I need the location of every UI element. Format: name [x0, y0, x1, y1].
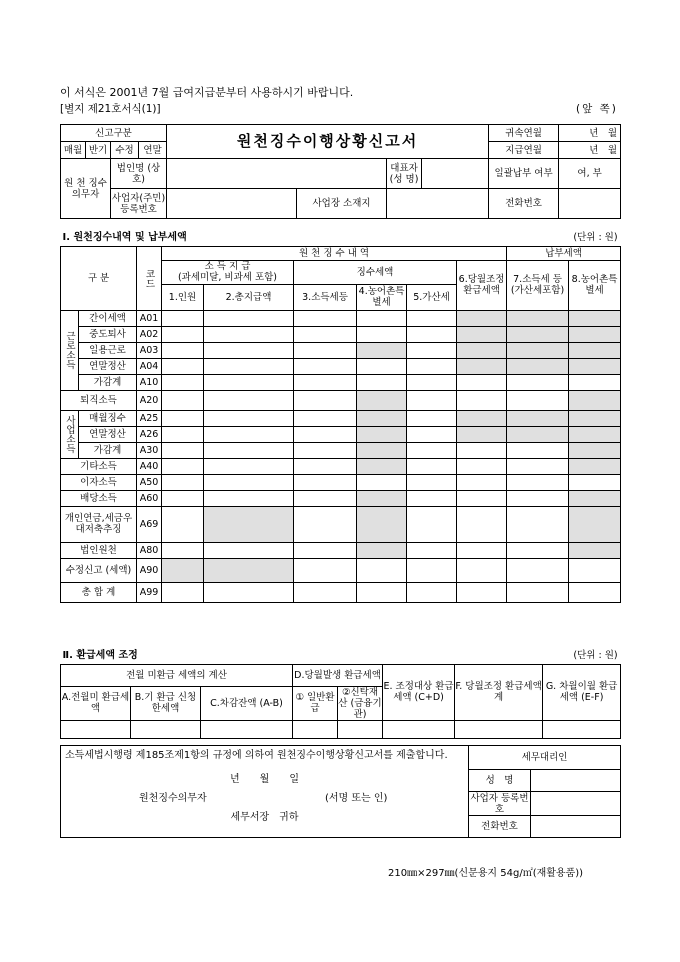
value-cell: [357, 342, 407, 358]
sec2-unit: (단위 : 원): [383, 648, 621, 664]
table-row: [61, 342, 621, 358]
row-label: 퇴직소득: [61, 390, 137, 410]
value-cell[interactable]: [507, 506, 569, 542]
value-cell[interactable]: [294, 410, 357, 426]
value-cell: [569, 410, 621, 426]
value-cell[interactable]: [569, 374, 621, 390]
row-code: A60: [137, 490, 162, 506]
table-row: [61, 474, 621, 490]
type-monthly[interactable]: 매월: [61, 142, 86, 159]
value-cell: [357, 410, 407, 426]
value-cell[interactable]: [204, 326, 294, 342]
value-cell[interactable]: [204, 490, 294, 506]
value-cell: [569, 358, 621, 374]
phone-label: 전화번호: [489, 189, 559, 219]
value-cell: [569, 310, 621, 326]
agent-name-label: 성 명: [469, 770, 531, 792]
value-cell[interactable]: [294, 358, 357, 374]
row-label: 중도퇴사: [79, 326, 137, 342]
f-field[interactable]: [455, 720, 543, 738]
col6-header: 6.당월조정환급세액: [457, 260, 507, 310]
value-cell: [507, 310, 569, 326]
signer-label: 원천징수의무자: [139, 793, 207, 804]
col2-header: 2.총지급액: [204, 284, 294, 310]
row-label: 수정신고 (세액): [61, 558, 137, 582]
value-cell[interactable]: [507, 542, 569, 558]
value-cell[interactable]: [204, 390, 294, 410]
row-code: A50: [137, 474, 162, 490]
value-cell[interactable]: [407, 426, 457, 442]
value-cell: [569, 458, 621, 474]
value-cell[interactable]: [407, 310, 457, 326]
value-cell[interactable]: [294, 506, 357, 542]
value-cell[interactable]: [162, 474, 204, 490]
value-cell: [457, 358, 507, 374]
value-cell[interactable]: [457, 490, 507, 506]
value-cell[interactable]: [204, 426, 294, 442]
withholder-label: 원 천 징수의무자: [61, 159, 111, 219]
row-code: A90: [137, 558, 162, 582]
corp-name-field[interactable]: [167, 159, 387, 189]
value-cell: [507, 342, 569, 358]
value-cell[interactable]: [162, 506, 204, 542]
category-header: 구 분: [61, 246, 137, 310]
value-cell[interactable]: [204, 358, 294, 374]
rep-name-field[interactable]: [422, 159, 489, 189]
sign-label: (서명 또는 인): [325, 793, 388, 804]
table-row: [61, 490, 621, 506]
value-cell[interactable]: [407, 326, 457, 342]
value-cell[interactable]: [407, 390, 457, 410]
row-label: 연말정산: [79, 426, 137, 442]
value-cell[interactable]: [204, 442, 294, 458]
signer-line: [65, 793, 464, 804]
g-header: G. 차월이월 환급세액 (E-F): [543, 664, 621, 720]
value-cell[interactable]: [407, 506, 457, 542]
value-cell: [569, 342, 621, 358]
value-cell: [507, 426, 569, 442]
table-row: [61, 390, 621, 410]
value-cell: [204, 506, 294, 542]
agent-phone-label: 전화번호: [469, 816, 531, 838]
d2-header: ②신탁재산 (금융기관): [338, 686, 382, 720]
row-code: A26: [137, 426, 162, 442]
value-cell[interactable]: [294, 474, 357, 490]
value-cell[interactable]: [457, 374, 507, 390]
value-cell[interactable]: [294, 442, 357, 458]
value-cell: [357, 426, 407, 442]
value-cell[interactable]: [457, 506, 507, 542]
page-side: (앞 쪽): [576, 103, 618, 115]
value-cell[interactable]: [162, 390, 204, 410]
value-cell[interactable]: [407, 442, 457, 458]
pay-ym-value[interactable]: 년 월: [559, 142, 621, 159]
col5-header: 5.가산세: [407, 284, 457, 310]
value-cell: [457, 326, 507, 342]
collected-tax-header: 징수세액: [294, 260, 457, 284]
table-row: [61, 542, 621, 558]
row-code: A10: [137, 374, 162, 390]
withholding-table: [60, 230, 621, 603]
value-cell[interactable]: [569, 582, 621, 602]
row-label: 개인연금,세금우대저축추징: [61, 506, 137, 542]
row-label: 법인원천: [61, 542, 137, 558]
value-cell[interactable]: [407, 582, 457, 602]
value-cell[interactable]: [357, 358, 407, 374]
col4-header: 4.농어촌특별세: [357, 284, 407, 310]
value-cell[interactable]: [204, 474, 294, 490]
table-row: [61, 442, 621, 458]
value-cell[interactable]: [507, 458, 569, 474]
row-label: 매월징수: [79, 410, 137, 426]
paper-spec: 210㎜×297㎜(신문용지 54g/㎡(재활용품)): [388, 868, 584, 879]
type-amend[interactable]: 수정: [111, 142, 139, 159]
value-cell[interactable]: [569, 474, 621, 490]
group-business-label: 사업소득: [61, 410, 79, 458]
declaration-table: [60, 745, 621, 838]
value-cell[interactable]: [507, 558, 569, 582]
value-cell[interactable]: [407, 374, 457, 390]
group-earned-label: 근로소득: [61, 310, 79, 390]
value-cell[interactable]: [457, 458, 507, 474]
value-cell[interactable]: [294, 326, 357, 342]
row-label: 이자소득: [61, 474, 137, 490]
table-row: [61, 358, 621, 374]
row-label: 가감계: [79, 442, 137, 458]
value-cell[interactable]: [162, 410, 204, 426]
d-header: D.당월발생 환급세액: [293, 664, 383, 686]
value-cell[interactable]: [162, 458, 204, 474]
value-cell[interactable]: [204, 542, 294, 558]
row-code: A80: [137, 542, 162, 558]
value-cell[interactable]: [357, 374, 407, 390]
value-cell[interactable]: [162, 358, 204, 374]
d1-field[interactable]: [293, 720, 338, 738]
row-code: A02: [137, 326, 162, 342]
value-cell[interactable]: [407, 358, 457, 374]
g-field[interactable]: [543, 720, 621, 738]
withholding-rows: [61, 310, 621, 602]
agent-name-field[interactable]: [531, 770, 621, 792]
value-cell[interactable]: [162, 374, 204, 390]
d1-header: ① 일반환급: [293, 686, 338, 720]
agent-bizno-label: 사업자 등록번호: [470, 792, 529, 815]
row-code: A40: [137, 458, 162, 474]
c-header: C.차감잔액 (A-B): [201, 686, 293, 720]
value-cell[interactable]: [407, 558, 457, 582]
value-cell[interactable]: [162, 310, 204, 326]
agent-phone-field[interactable]: [531, 816, 621, 838]
rep-name-label: 대표자 (성 명): [387, 159, 422, 189]
value-cell[interactable]: [569, 558, 621, 582]
value-cell: [357, 442, 407, 458]
row-label: 가감계: [79, 374, 137, 390]
value-cell[interactable]: [162, 426, 204, 442]
b-field[interactable]: [131, 720, 201, 738]
value-cell[interactable]: [457, 474, 507, 490]
value-cell[interactable]: [507, 390, 569, 410]
row-code: A04: [137, 358, 162, 374]
value-cell: [507, 410, 569, 426]
c-field[interactable]: [201, 720, 293, 738]
table-row: [61, 326, 621, 342]
row-code: A69: [137, 506, 162, 542]
form-title: 원천징수이행상황신고서: [167, 125, 489, 159]
d2-field[interactable]: [338, 720, 383, 738]
row-code: A03: [137, 342, 162, 358]
code-header: 코드: [137, 246, 162, 310]
agent-bizno-field[interactable]: [531, 792, 621, 816]
value-cell: [357, 506, 407, 542]
sec1-title: Ⅰ. 원천징수내역 및 납부세액: [61, 230, 357, 246]
type-yearend[interactable]: 연말: [139, 142, 167, 159]
income-payment-label: 소 득 지 급: [204, 261, 251, 272]
belong-ym-value[interactable]: 년 월: [559, 125, 621, 142]
value-cell[interactable]: [457, 442, 507, 458]
value-cell: [357, 542, 407, 558]
value-cell[interactable]: [294, 542, 357, 558]
value-cell[interactable]: [204, 310, 294, 326]
row-code: A20: [137, 390, 162, 410]
row-label: 일용근로: [79, 342, 137, 358]
header-table: [60, 124, 621, 219]
row-label: 연말정산: [79, 358, 137, 374]
value-cell: [569, 326, 621, 342]
value-cell: [357, 458, 407, 474]
value-cell[interactable]: [294, 490, 357, 506]
col3-header: 3.소득세등: [294, 284, 357, 310]
declaration-block: [61, 746, 469, 838]
value-cell: [569, 426, 621, 442]
value-cell: [457, 410, 507, 426]
sec2-title: Ⅱ. 환급세액 조정: [61, 648, 383, 664]
table-row: [61, 506, 621, 542]
table-row: [61, 558, 621, 582]
value-cell[interactable]: [357, 582, 407, 602]
value-cell[interactable]: [204, 410, 294, 426]
value-cell[interactable]: [357, 558, 407, 582]
value-cell[interactable]: [457, 558, 507, 582]
bulk-pay-value[interactable]: 여, 부: [559, 159, 621, 189]
value-cell: [357, 390, 407, 410]
value-cell[interactable]: [294, 426, 357, 442]
declaration-text: 소득세법시행령 제185조제1항의 규정에 의하여 원천징수이행상황신고서를 제출합니다.: [65, 750, 448, 761]
value-cell[interactable]: [204, 374, 294, 390]
value-cell[interactable]: [457, 390, 507, 410]
a-field[interactable]: [61, 720, 131, 738]
phone-field[interactable]: [559, 189, 621, 219]
e-field[interactable]: [383, 720, 455, 738]
biz-addr-field[interactable]: [387, 189, 489, 219]
row-label: 배당소득: [61, 490, 137, 506]
row-label: 총 합 계: [61, 582, 137, 602]
table-row: [61, 582, 621, 602]
value-cell[interactable]: [407, 490, 457, 506]
income-payment-sub: (과세미달, 비과세 포함): [177, 272, 278, 283]
value-cell[interactable]: [457, 542, 507, 558]
value-cell: [457, 426, 507, 442]
value-cell: [204, 558, 294, 582]
form-number: [별지 제21호서식(1)]: [60, 103, 161, 115]
value-cell[interactable]: [294, 390, 357, 410]
table-row: [61, 458, 621, 474]
row-code: A99: [137, 582, 162, 602]
value-cell[interactable]: [457, 582, 507, 602]
biz-no-label: 사업자(주민) 등록번호: [111, 189, 167, 219]
value-cell: [457, 342, 507, 358]
row-code: A30: [137, 442, 162, 458]
value-cell[interactable]: [162, 326, 204, 342]
addressee: 세무서장 귀하: [230, 812, 299, 823]
a-header: A.전월미 환급세액: [61, 686, 131, 720]
belong-ym-label: 귀속연월: [489, 125, 559, 142]
value-cell: [569, 442, 621, 458]
value-cell[interactable]: [162, 342, 204, 358]
row-label: 기타소득: [61, 458, 137, 474]
table-row: [61, 410, 621, 426]
value-cell[interactable]: [204, 342, 294, 358]
row-code: A25: [137, 410, 162, 426]
value-cell[interactable]: [294, 310, 357, 326]
value-cell: [507, 358, 569, 374]
value-cell[interactable]: [407, 474, 457, 490]
value-cell[interactable]: [204, 458, 294, 474]
usage-note: 이 서식은 2001년 7월 급여지급분부터 사용하시기 바랍니다.: [60, 86, 354, 99]
value-cell[interactable]: [294, 458, 357, 474]
f-header: F. 당월조정 환급세액계: [455, 664, 543, 720]
value-cell: [569, 390, 621, 410]
pay-ym-label: 지급연월: [489, 142, 559, 159]
value-cell[interactable]: [162, 582, 204, 602]
biz-addr-label: 사업장 소재지: [297, 189, 387, 219]
value-cell: [357, 490, 407, 506]
income-payment-header: [162, 260, 294, 284]
value-cell[interactable]: [407, 458, 457, 474]
declaration-date: 년 월 일: [230, 774, 299, 785]
row-label: 간이세액: [79, 310, 137, 326]
value-cell: [507, 326, 569, 342]
value-cell[interactable]: [357, 474, 407, 490]
value-cell[interactable]: [162, 542, 204, 558]
value-cell[interactable]: [294, 342, 357, 358]
report-type-label: 신고구분: [61, 125, 167, 142]
value-cell[interactable]: [294, 374, 357, 390]
value-cell: [457, 310, 507, 326]
value-cell[interactable]: [507, 374, 569, 390]
biz-no-field[interactable]: [167, 189, 297, 219]
type-half[interactable]: 반기: [86, 142, 111, 159]
value-cell[interactable]: [294, 582, 357, 602]
value-cell: [569, 506, 621, 542]
value-cell[interactable]: [357, 310, 407, 326]
value-cell[interactable]: [507, 490, 569, 506]
payment-tax-header: 납부세액: [507, 246, 621, 260]
value-cell[interactable]: [507, 582, 569, 602]
value-cell[interactable]: [162, 490, 204, 506]
b-header: B.기 환급 신청한세액: [131, 686, 201, 720]
table-row: [61, 310, 621, 326]
e-header: E. 조정대상 환급세액 (C+D): [383, 664, 455, 720]
value-cell[interactable]: [407, 410, 457, 426]
sec1-unit: (단위 : 원): [357, 230, 621, 246]
value-cell: [569, 490, 621, 506]
value-cell[interactable]: [204, 582, 294, 602]
corp-name-label: 법인명 (상 호): [111, 159, 167, 189]
bulk-pay-label: 일괄납부 여부: [489, 159, 559, 189]
agent-header: 세무대리인: [469, 746, 621, 770]
refund-table: [60, 648, 621, 739]
value-cell[interactable]: [162, 442, 204, 458]
value-cell[interactable]: [407, 542, 457, 558]
row-code: A01: [137, 310, 162, 326]
value-cell[interactable]: [507, 474, 569, 490]
value-cell: [569, 542, 621, 558]
value-cell[interactable]: [507, 442, 569, 458]
col1-header: 1.인원: [162, 284, 204, 310]
value-cell[interactable]: [407, 342, 457, 358]
table-row: [61, 374, 621, 390]
value-cell[interactable]: [357, 326, 407, 342]
withholding-detail-header: 원 천 징 수 내 역: [162, 246, 507, 260]
value-cell: [162, 558, 204, 582]
table-row: [61, 426, 621, 442]
prev-calc-header: 전월 미환급 세액의 계산: [61, 664, 293, 686]
col8-header: 8.농어촌특별세: [569, 260, 621, 310]
value-cell[interactable]: [294, 558, 357, 582]
col7-header: 7.소득세 등 (가산세포함): [507, 260, 569, 310]
